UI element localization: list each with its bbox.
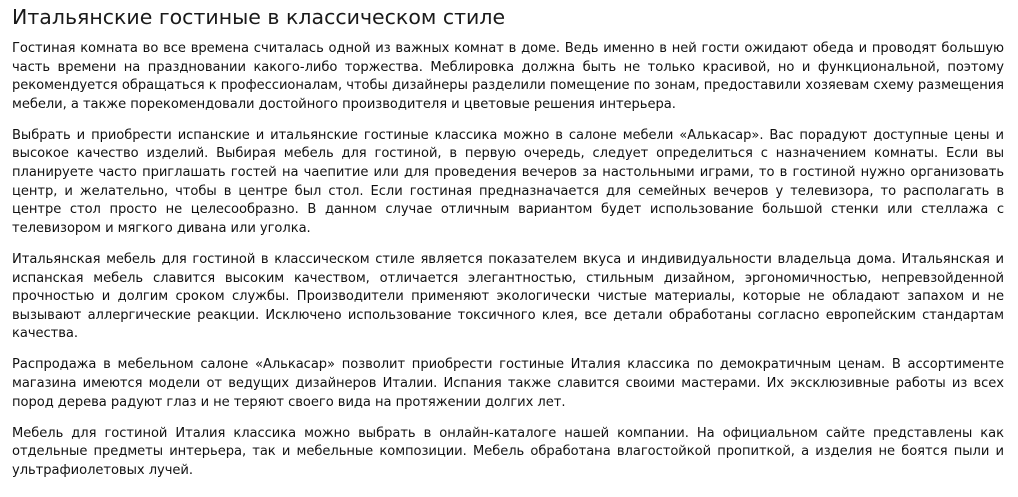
article-title: Итальянские гостиные в классическом стиле (12, 5, 506, 29)
paragraph-online-catalog: Мебель для гостиной Италия классика можно выбрать в онлайн-каталоге нашей компании. На официальном сайте представлены как отдельные предметы интерьера, так и мебельные композиции. Мебель обработана влагостойкой пропиткой, а изделия не боятся пыли и ультрафиолетовых лучей. (12, 425, 1004, 478)
paragraph-italian-furniture-quality: Итальянская мебель для гостиной в классическом стиле является показателем вкуса и индивидуальности владельца дома. Итальянская и испанская мебель славится высоким качеством, отличается элегантностью, стильным дизайном, эргономичностью, непревзойденной прочностью и долгим сроком службы. Производители применяют экологически чистые материалы, которые не обладают запахом и не вызывают аллергические реакции. Исключено использование токсичного клея, все детали обработаны согласно европейским стандартам качества. (12, 251, 1004, 342)
paragraph-sale: Распродажа в мебельном салоне «Алькасар» позволит приобрести гостиные Италия классика по демократичным ценам. В ассортименте магазина имеются модели от ведущих дизайнеров Италии. Испания также славится своими мастерами. Их эксклюзивные работы из всех пород дерева радуют глаз и не теряют своего вида на протяжении долгих лет. (12, 357, 1004, 410)
paragraph-living-room-importance: Гостиная комната во все времена считалась одной из важных комнат в доме. Ведь именно в ней гости ожидают обеда и проводят большую часть времени на праздновании какого-либо торжества. Меблировка должна быть не только красивой, но и функциональной, поэтому рекомендуется обращаться к профессионалам, чтобы дизайнеры разделили помещение по зонам, предоставили хозяевам схему размещения мебели, а также порекомендовали достойного производителя и цветовые решения интерьера. (12, 41, 1004, 112)
paragraph-buy-at-alcazar: Выбрать и приобрести испанские и итальянские гостиные классика можно в салоне мебели «Алькасар». Вас порадуют доступные цены и высокое качество изделий. Выбирая мебель для гостиной, в первую очередь, следует определиться с назначением комнаты. Если вы планируете часто приглашать гостей на чаепитие или для проведения вечеров за настольными играми, то в гостиной нужно организовать центр, и желательно, чтобы в центре был стол. Если гостиная предназначается для семейных вечеров у телевизора, то располагать в центре стол просто не целесообразно. В данном случае отличным вариантом будет использование большой стенки или стеллажа с телевизором и мягкого дивана или уголка. (12, 127, 1004, 236)
